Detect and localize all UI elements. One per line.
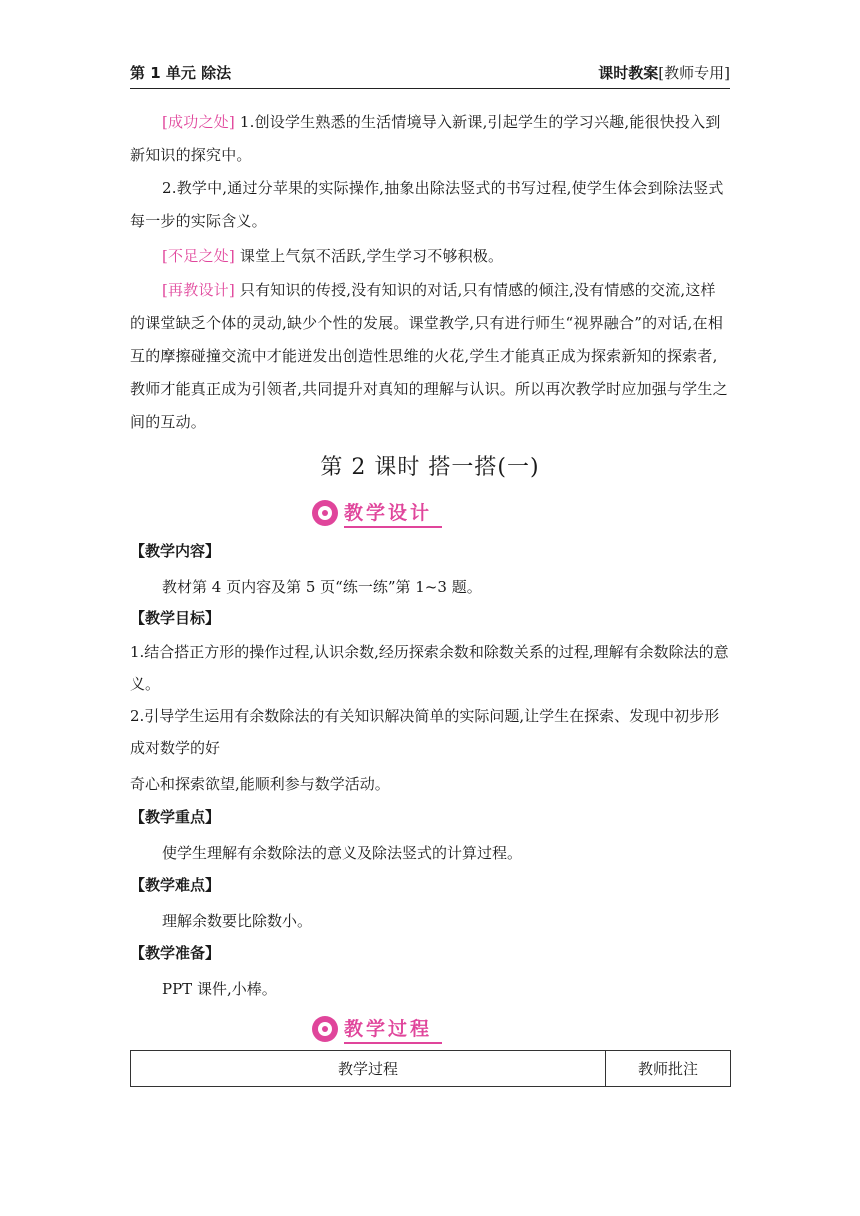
- notes-column-header: 教师批注: [606, 1051, 731, 1087]
- success-text-1: 1.创设学生熟悉的生活情境导入新课,引起学生的学习兴趣,能很快投入到新知识的探究中。: [130, 113, 721, 164]
- flower-icon: [312, 1016, 338, 1042]
- prep-heading: 【教学准备】: [130, 944, 221, 962]
- goal-item-2b: 奇心和探索欲望,能顺利参与数学活动。: [130, 775, 390, 793]
- shortcoming-text: 课堂上气氛不活跃,学生学习不够积极。: [234, 247, 504, 265]
- goal-item-1: 1.结合搭正方形的操作过程,认识余数,经历探索余数和除数关系的过程,理解有余数除法的意义。: [130, 643, 729, 693]
- doc-type-sub: [教师专用]: [658, 64, 730, 82]
- goal-item-2a: 2.引导学生运用有余数除法的有关知识解决简单的实际问题,让学生在探索、发现中初步形成对数学的好: [130, 707, 720, 757]
- doc-type: [598, 62, 730, 83]
- success-tag: [成功之处]: [162, 113, 235, 131]
- table-row: [131, 1051, 731, 1087]
- goals-heading: 【教学目标】: [130, 609, 221, 627]
- shortcoming-tag: [不足之处]: [162, 247, 235, 265]
- lesson-title: 第 2 课时 搭一搭(一): [320, 455, 540, 480]
- process-badge-text: 教学过程: [344, 1014, 442, 1044]
- unit-title: 第 1 单元 除法: [130, 64, 232, 82]
- process-column-header: 教学过程: [131, 1051, 606, 1087]
- prep-text: PPT 课件,小棒。: [162, 980, 277, 998]
- success-paragraph-1: [130, 106, 730, 172]
- key-text: 使学生理解有余数除法的意义及除法竖式的计算过程。: [162, 844, 523, 862]
- redesign-text: 只有知识的传授,没有知识的对话,只有情感的倾注,没有情感的交流,这样的课堂缺乏个体的灵动,缺少个性的发展。课堂教学,只有进行师生“视界融合”的对话,在相互的摩擦碰撞交流中才能迸发出创造性思维的火花,学生才能真正成为探索新知的探索者,教师才能真正成为引领者,共同提升对真知的理解与认识。所以再次教学时应加强与学生之间的互动。: [130, 281, 728, 431]
- flower-icon: [312, 500, 338, 526]
- difficulty-heading: 【教学难点】: [130, 876, 221, 894]
- page-header: [130, 62, 730, 89]
- doc-type-main: 课时教案: [598, 64, 659, 82]
- process-section-badge: [312, 1013, 442, 1045]
- success-paragraph-2: 2.教学中,通过分苹果的实际操作,抽象出除法竖式的书写过程,使学生体会到除法竖式每一步的实际含义。: [130, 179, 724, 230]
- key-heading: 【教学重点】: [130, 808, 221, 826]
- content-heading: 【教学内容】: [130, 542, 221, 560]
- design-section-badge: [312, 497, 442, 529]
- design-badge-text: 教学设计: [344, 498, 442, 528]
- redesign-paragraph: [130, 274, 730, 439]
- difficulty-text: 理解余数要比除数小。: [162, 912, 313, 930]
- redesign-tag: [再教设计]: [162, 281, 235, 299]
- shortcoming-paragraph: [130, 240, 730, 273]
- process-table: [130, 1050, 731, 1087]
- content-text: 教材第 4 页内容及第 5 页“练一练”第 1~3 题。: [162, 578, 482, 596]
